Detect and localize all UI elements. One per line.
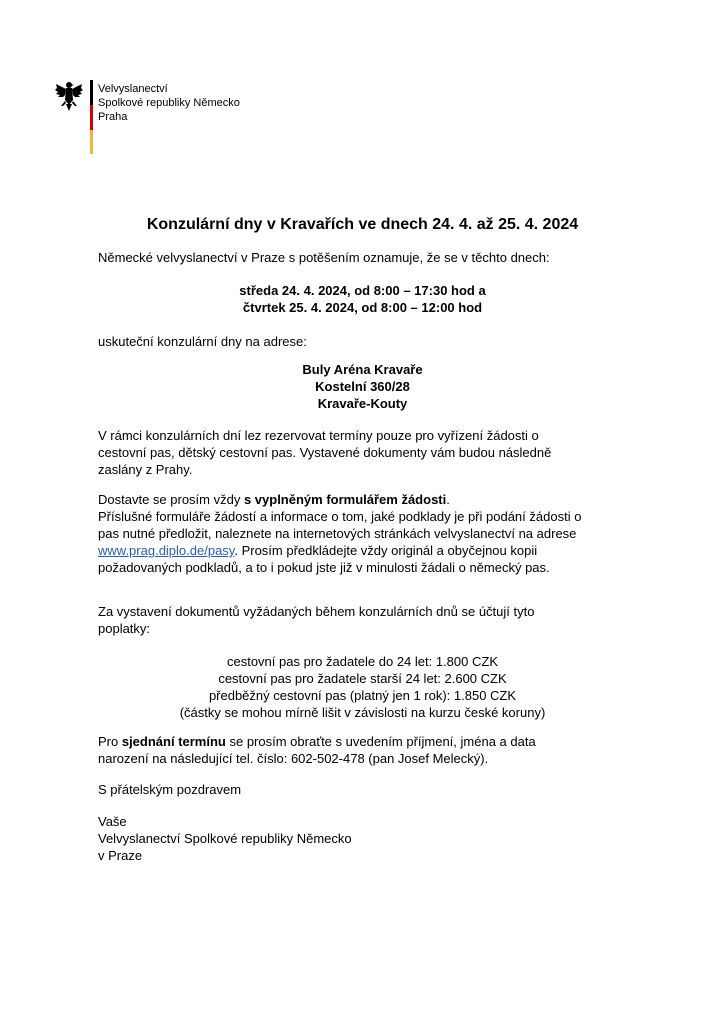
forms-text: . Prosím předkládejte vždy originál a obyčejnou kopii <box>234 543 538 558</box>
appointment-paragraph <box>98 733 638 767</box>
flag-stripe-black <box>90 80 93 105</box>
fees-intro-line: Za vystavení dokumentů vyžádaných během konzulárních dnů se účtují tyto <box>98 604 535 619</box>
forms-paragraph <box>98 491 638 576</box>
signature-line: Vaše <box>98 814 127 829</box>
address-line: Buly Aréna Kravaře <box>302 362 423 377</box>
intro-text: Německé velvyslanectví v Praze s potěšením oznamuje, že se v těchto dnech: <box>98 250 550 265</box>
passport-info-link[interactable]: www.prag.diplo.de/pasy <box>98 543 235 558</box>
closing-greeting: S přátelským pozdravem <box>98 782 242 797</box>
fee-item: předběžný cestovní pas (platný jen 1 rok): 1.850 CZK <box>208 688 517 703</box>
forms-text: Dostavte se prosím vždy <box>98 492 244 507</box>
flag-stripe-red <box>90 105 93 130</box>
signature-line: v Praze <box>98 848 143 863</box>
fee-note: (částky se mohou mírně lišit v závislosti na kurzu české koruny) <box>179 705 546 720</box>
reservation-line: cestovní pas, dětský cestovní pas. Vystavené dokumenty vám budou následně <box>98 445 552 460</box>
fees-list <box>0 653 725 721</box>
date-line: čtvrtek 25. 4. 2024, od 8:00 – 12:00 hod <box>242 300 483 315</box>
signature-line: Velvyslanectví Spolkové republiky Německo <box>98 831 352 846</box>
reservation-line: V rámci konzulárních dní lez rezervovat termíny pouze pro vyřízení žádosti o <box>98 428 539 443</box>
appointment-line-1 <box>98 733 638 750</box>
forms-text: . <box>446 492 450 507</box>
fees-intro-line: poplatky: <box>98 621 151 636</box>
appointment-emphasis: sjednání termínu <box>121 734 226 749</box>
reservation-paragraph <box>98 427 638 478</box>
sender-line: Velvyslanectví <box>98 83 168 95</box>
german-flag-bar <box>90 80 93 154</box>
appointment-line-2: narození na následující tel. číslo: 602-502-478 (pan Josef Melecký). <box>98 751 489 766</box>
sender-line: Praha <box>98 111 128 123</box>
dates-block <box>0 282 725 316</box>
forms-emphasis: s vyplněným formulářem žádosti <box>243 492 447 507</box>
address-line: Kostelní 360/28 <box>315 379 410 394</box>
sender-line: Spolkové republiky Německo <box>98 97 240 109</box>
forms-line-2: Příslušné formuláře žádostí a informace o tom, jaké podklady je při podání žádosti o <box>98 509 582 524</box>
reservation-line: zaslány z Prahy. <box>98 462 193 477</box>
appointment-text: Pro <box>98 734 122 749</box>
fee-item: cestovní pas pro žadatele do 24 let: 1.800 CZK <box>226 654 498 669</box>
forms-line-3: pas nutné předložit, naleznete na internetových stránkách velvyslanectví na adrese <box>98 526 577 541</box>
sender-block <box>98 82 240 124</box>
signature-block <box>98 813 638 864</box>
federal-eagle-icon <box>54 80 84 112</box>
address-intro: uskuteční konzulární dny na adrese: <box>98 334 307 349</box>
address-line: Kravaře-Kouty <box>317 396 408 411</box>
document-title: Konzulární dny v Kravařích ve dnech 24. 4. až 25. 4. 2024 <box>146 216 579 233</box>
forms-line-4 <box>98 542 638 559</box>
flag-stripe-gold <box>90 130 93 154</box>
date-line: středa 24. 4. 2024, od 8:00 – 17:30 hod a <box>239 283 486 298</box>
forms-line-5: požadovaných podkladů, a to i pokud jste již v minulosti žádali o německý pas. <box>98 560 550 575</box>
fees-intro <box>98 603 638 637</box>
address-block <box>0 361 725 412</box>
forms-line-1 <box>98 491 638 508</box>
fee-item: cestovní pas pro žadatele starší 24 let: 2.600 CZK <box>218 671 507 686</box>
appointment-text: se prosím obraťte s uvedením příjmení, jména a data <box>225 734 536 749</box>
